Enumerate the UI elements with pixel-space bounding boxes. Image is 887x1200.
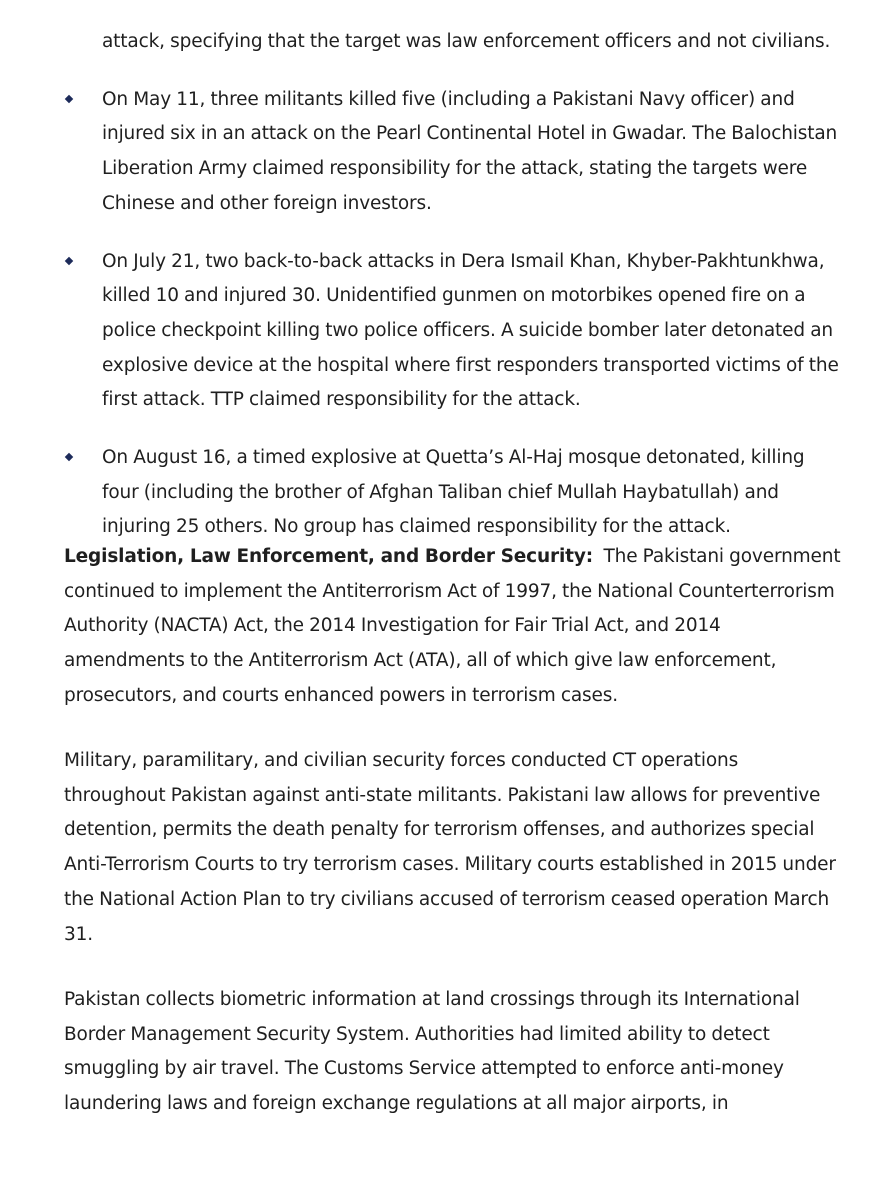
body-paragraph: Military, paramilitary, and civilian security forces conducted CT operations throughout Pakistan against anti-state militants. Pakistani law allows for preventive detention, permits the death penalty for terrorism offenses, and authorizes special Anti-Terrorism Courts to try terrorism cases. Military courts established in 2015 under the National Action Plan to try civilians accused of terrorism ceased operation March 31. bbox=[64, 750, 836, 945]
section-heading: Legislation, Law Enforcement, and Border Security: bbox=[64, 546, 594, 567]
section-heading-text: The Pakistani government continued to implement the Antiterrorism Act of 1997, the National Counterterrorism Authority (NACTA) Act, the 2014 Investigation for Fair Trial Act, and 2014 amendments to the Antiterrorism Act (ATA), all of which give law enforcement, prosecutors, and courts enhanced powers in terrorism cases. bbox=[64, 546, 846, 706]
diamond-bullet-icon bbox=[65, 256, 73, 264]
list-item bbox=[0, 245, 842, 419]
list-item-text: On July 21, two back-to-back attacks in Dera Ismail Khan, Khyber-Pakhtunkhwa, killed 10 and injured 30. Unidentified gunmen on motorbikes opened fire on a police checkpoint killing two police officers. A suicide bomber later detonated an explosive device at the hospital where first responders transported victims of the first attack. TTP claimed responsibility for the attack. bbox=[102, 250, 839, 411]
diamond-bullet-icon bbox=[65, 453, 73, 461]
list-item-text: On August 16, a timed explosive at Quetta’s Al-Haj mosque detonated, killing four (including the brother of Afghan Taliban chief Mullah Haybatullah) and injuring 25 others. No group has claimed responsibility for the attack. bbox=[102, 447, 805, 538]
list-item bbox=[0, 83, 842, 222]
section-paragraph bbox=[64, 540, 844, 714]
attack-list bbox=[0, 25, 887, 568]
list-item bbox=[0, 25, 842, 60]
list-item bbox=[0, 441, 842, 545]
list-item-text: On May 11, three militants killed five (including a Pakistani Navy officer) and injured six in an attack on the Pearl Continental Hotel in Gwadar. The Balochistan Liberation Army claimed responsibility for the attack, stating the targets were Chinese and other foreign investors. bbox=[102, 88, 838, 214]
list-item-text: attack, specifying that the target was law enforcement officers and not civilians. bbox=[102, 31, 831, 52]
diamond-bullet-icon bbox=[65, 94, 73, 102]
body-paragraph: Pakistan collects biometric information at land crossings through its International Border Management Security System. Authorities had limited ability to detect smuggling by air travel. The Customs Service attempted to enforce anti-money laundering laws and foreign exchange regulations at all major airports, in bbox=[64, 989, 800, 1115]
